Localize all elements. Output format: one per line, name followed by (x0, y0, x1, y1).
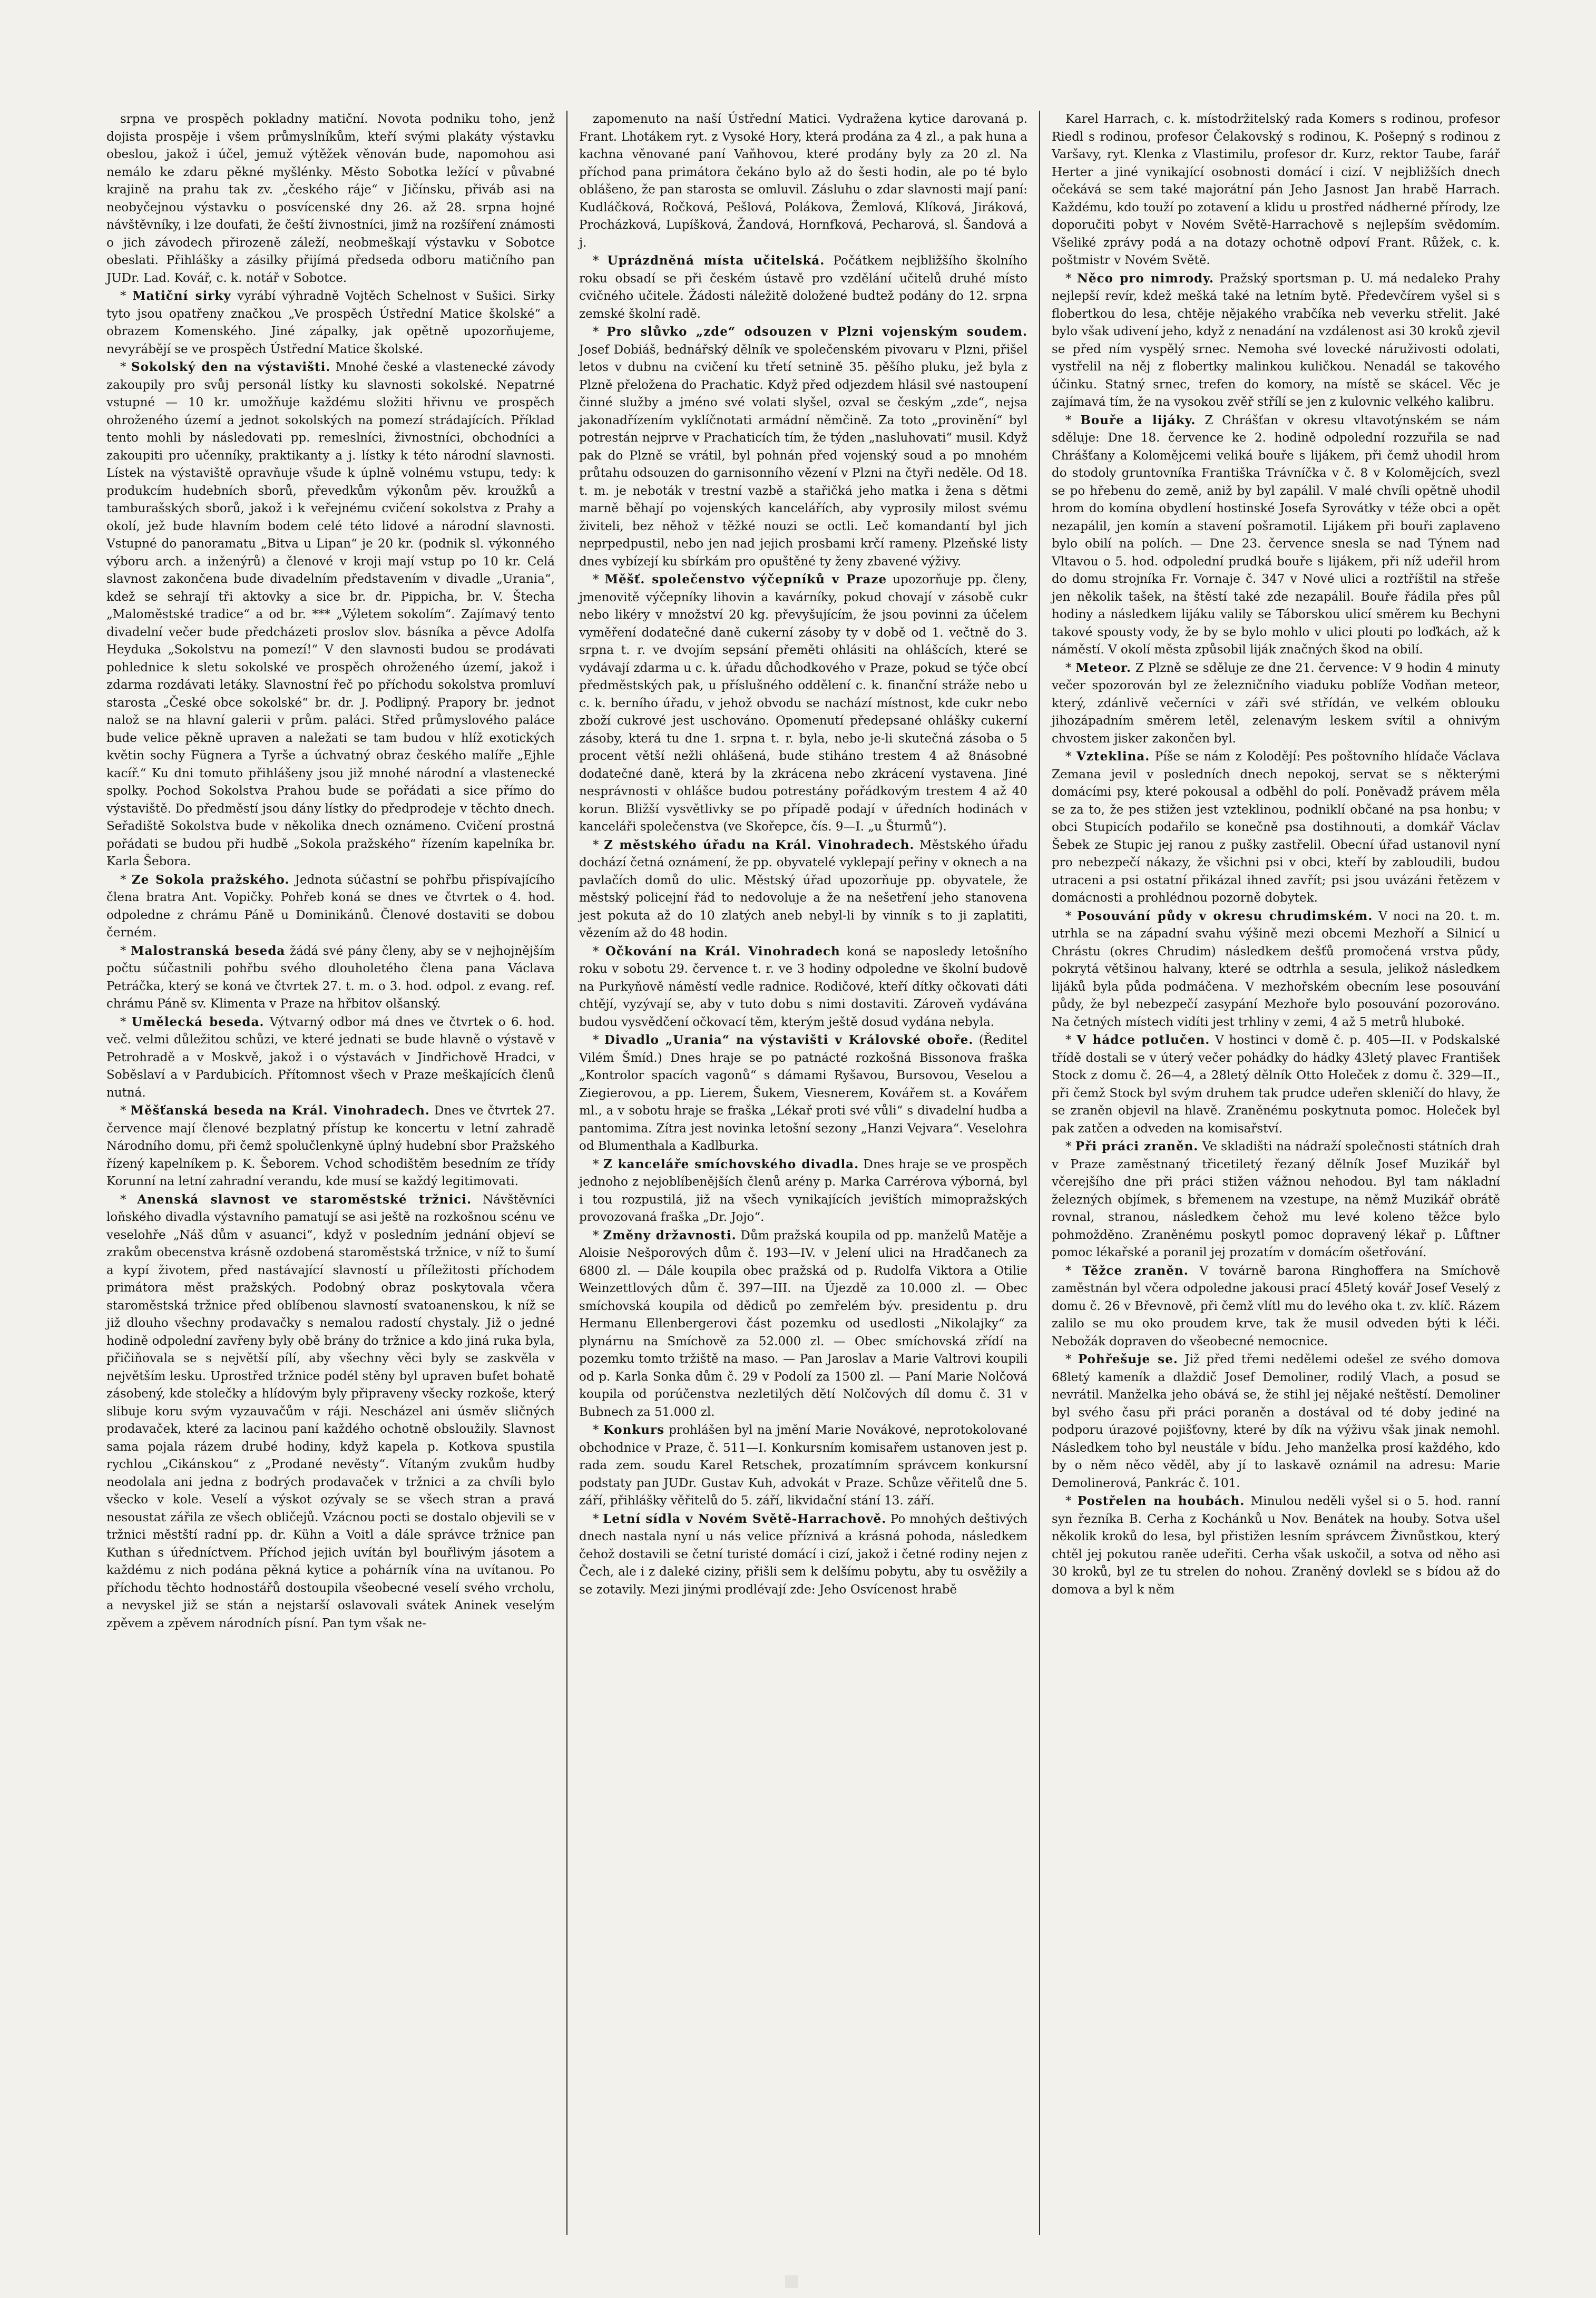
news-item (1052, 412, 1500, 659)
asterisk-marker: * (593, 325, 607, 339)
news-item-heading: Uprázdněná místa učitelská. (607, 253, 825, 268)
news-item (106, 111, 555, 287)
news-item-text: Již před třemi nedělemi odešel ze svého domova 68letý kameník a dlaždič Josef Demoliner, rodilý Vlach, a posud se nevrátil. Manželka jeho obává se, že stihl jej nějaké neštěstí. Demoliner byl svého času při práci poraněn a dostával od té doby jediné na podporu úrazové pojišťovny, které by dík na výživu však jinak nemohl. Následkem toho byl neustále v bídu. Jeho manželka prosí každého, kdo by o něm něco věděl, aby jí to laskavě oznámil na adresu: Marie Demolinerová, Pankrác č. 101. (1052, 1353, 1501, 1490)
news-item-text: koná se naposledy letošního roku v sobotu 29. července t. r. ve 3 hodiny odpoledne ve školní budově na Purkyňově náměstí vedle radnice. Rodičové, kteří dítky očkovati dáti chtějí, vyzývají se, aby v tuto dobu s nimi dostaviti. Zároveň vydávána budou vysvědčení očkovací těm, kterým ještě dosud vydána nebyla. (579, 944, 1028, 1029)
article-columns (95, 111, 1512, 2235)
news-item (579, 571, 1027, 836)
news-item-heading: Pro slůvko „zde“ odsouzen v Plzni vojenským soudem. (606, 325, 1028, 339)
news-item-heading: Při práci zraněn. (1075, 1139, 1199, 1153)
news-item-text: Píše se nám z Kolodějí: Pes poštovního hlídače Václava Zemana jevil v posledních dnech nepokoj, servat se s některými domácími psy, které pokousal a odběhl do polí. Poněvadž právem měla se za to, že pes stižen jest vzteklinou, podniklí občané na psa honbu; v obci Stupicích podařilo se konečně psa dostihnouti, a domkář Václav Šebek ze Stupic jej ranou z pušky zastřelil. Obecní úřad ustanovil nyní pro nebezpečí nákazy, že všichni psi v obci, kteří by zabloudili, budou utraceni a psi ostatní přikázal ihned zavřít; psi jsou uvázáni řetězem v domácnosti a prohlédnou pozorně dobytek. (1052, 750, 1501, 905)
news-item (1052, 1351, 1500, 1492)
news-item-heading: Postřelen na houbách. (1077, 1494, 1245, 1508)
news-item-text: Městského úřadu dochází četná oznámení, že pp. obyvatelé vyklepají peřiny v oknech a na pavlačích domů do ulic. Městský úřad upozorňuje pp. obyvatele, že městský policejní řád to nedovoluje a že na nešetření jeho stanovena jest pokuta až do 10 zlatých aneb nebyl-li by vinník s to ji zaplatiti, vězením až do 48 hodin. (579, 838, 1028, 940)
news-item-heading: Měšťanská beseda na Král. Vinohradech. (130, 1103, 430, 1118)
news-item (579, 1031, 1027, 1156)
news-item-heading: Těžce zraněn. (1082, 1263, 1189, 1278)
news-item-heading: Umělecká beseda. (131, 1014, 265, 1029)
asterisk-marker: * (1065, 1033, 1077, 1047)
news-item-text: Návštěvníci loňského divadla výstavního pamatují se asi ještě na rozkošnou scénu ve veselohře „Náš dům v asuanci“, když v posledním jednání objeví se zrakům obecenstva krásně ozdobená staroměstská tržnice, v níž to šumí a kypí životem, před nastávající slavností u příležitosti příchodem primátora měst pražských. Podobný obraz poskytovala včera staroměstská tržnice před oblíbenou slavností svatoanenskou, k níž se již dlouho všechny prodavačky s nemalou radostí chystaly. Již o jedné hodině odpolední zavřeny byly obě brány do tržnice a kdo jiná ruka byla, přičiňovala se s největší pílí, aby všechny věci byly se zaskvěla v největším lesku. Uprostřed tržnice podél stěny byl upraven bufet bohatě zásobený, kde stolečky a hlídovým byly připraveny všecky rozkoše, který slibuje koru svým vyzauvačům v ráji. Nescházel ani úsměv sličných prodavaček, které za lacinou paní každého ochotně obsloužily. Slavnost sama pojala rázem drubé hodiny, když kapela p. Kotkova spustila rychlou „Cikánskou“ z „Prodané nevěsty“. Vítaným zvukům hudby neodolala ani jedna z bodrých prodavaček v tržnici a za chvíli bylo všecko v kole. Veselí a výskot ozývaly se se všech stran a pravá nesoustat zářila ze všech obličejů. Vzácnou pocti se dostalo objevili se v tržnici městští radní pp. dr. Kühn a Voitl a dále správce tržnice pan Kuthan s úředníctvem. Příchod jejich uvítán byl bouřlivým jásotem a každému z nich podána pěkná kytice a pohárník vína na uvítanou. Po příchodu těchto hodnostářů dostoupila všeobecné veselí svého vrcholu, a nevyskel již se stán a nejstarší oslavovali svátek Aninek veselým zpěvem a zpěvem národních písní. Pan tym však ne- (106, 1192, 555, 1630)
news-item (106, 358, 555, 871)
asterisk-marker: * (120, 873, 132, 887)
asterisk-marker: * (1065, 1494, 1078, 1508)
news-item-heading: Anenská slavnost ve staroměstské tržnici. (137, 1192, 472, 1207)
asterisk-marker: * (1065, 750, 1077, 764)
news-item-heading: Konkurs (603, 1423, 665, 1437)
asterisk-marker: * (593, 1033, 604, 1047)
asterisk-marker: * (593, 254, 608, 268)
column-middle (566, 111, 1039, 2235)
asterisk-marker: * (120, 360, 131, 374)
news-item (106, 1102, 555, 1191)
news-item-text: Dnes ve čtvrtek 27. července mají členové bezplatný přístup ke koncertu v letní zahradě Národního domu, při čemž spolučlenkyně úplný hudební sbor Pražského řízený kapelníkem p. K. Šeborem. Vchod schodištěm besedním ze třídy Korunní na letní zahradní verandu, kde musí se každý legitimovati. (106, 1104, 555, 1188)
news-item-heading: Meteor. (1075, 660, 1131, 675)
news-item-text: Po mnohých deštivých dnech nastala nyní u nás velice příznivá a krásná pohoda, následkem čehož dostavili se četní turisté domácí i cizí, jakož i četné rodiny nejen z Čech, ale i z daleké ciziny, přišli sem k delšímu pobytu, aby tu osvěžily a se zotavily. Mezi jinými prodlévají zde: Jeho Osvícenost hrabě (579, 1512, 1028, 1597)
news-item-text: V továrně barona Ringhoffera na Smíchově zaměstnán byl včera odpoledne jakousi prací 45letý kovář Josef Veselý z domu č. 26 v Břevnově, při čemž vlítl mu do levého oka t. zv. klíč. Rázem zalilo se mu oko proudem krve, tak že musil odveden býti k léči. Nebožák dopraven do všeobecné nemocnice. (1052, 1264, 1501, 1348)
news-item (1052, 659, 1500, 748)
news-item-heading: Divadlo „Urania“ na výstavišti v Královské oboře. (604, 1033, 974, 1047)
news-item-heading: Očkování na Král. Vinohradech (605, 944, 840, 959)
news-item-text: Mnohé české a vlastenecké závody zakoupily pro svůj personál lístky ku slavnosti sokolské. Nepatrné vstupné — 10 kr. umožňuje každému složiti hřivnu ve prospěch ohroženého území a jednot sokolských na pomezí strádajících. Příklad tento mohli by následovati pp. remeslníci, živnostníci, obchodníci a zakoupiti pro učenníky, praktikanty a j. lístky k této národní slavnosti. Lístek na výstaviště opravňuje všude k úplně volnému vstupu, tedy: k produkcím hudebních sborů, převedkům výkonům pěv. kroužků a tamburašských sborů, jakož i k veřejnému cvičení sokolstva z Prahy a okolí, jež bude hlavním bodem celé této lidové a národní slavnosti. Vstupné do panoramatu „Bitva u Lipan“ je 20 kr. (podnik sl. výkonného výboru arch. a inženýrů) a členové v kroji mají vstup po 10 kr. Celá slavnost zakončena bude divadelním představením v divadle „Urania“, kdež se sehrají tři aktovky a sice br. dr. Pippicha, br. V. Štecha „Maloměstské tradice“ a od br. *** „Výletem sokolím“. Zajímavý tento divadelní večer bude předcházeti proslov slov. básníka a pěvce Adolfa Heyduka „Sokolstvu na pomezí!“ V den slavnosti budou se prodávati pohlednice k sletu sokolské ve prospěch ohroženého území, jakož i zdarma rozdávati letáky. Slavnostní řeč po příchodu sokolstva promluví starosta „České obce sokolské“ br. dr. J. Podlipný. Prapory br. jednot nalož se na hlavní galerii v prům. paláci. Střed průmyslového paláce bude velice pěkně upraven a naležati se tam budou v hlíž exotických květin sochy Fügnera a Tyrše a úchvatný obraz českého malíře „Ejhle kacíř.“ Ku dni tomuto přihlášeny jsou již mnohé národní a vlastenecké spolky. Pochod Sokolstva Prahou bude se pořádati a sice přímo do výstaviště. Do předměstí jsou dány lístky do předprodeje v těchto dnech. Seřadiště Sokolstva bude v několika dnech oznámeno. Cvičení prostná pořádati se budou při hudbě „Sokola pražského“ řízením kapelníka br. Karla Šebora. (106, 360, 555, 868)
news-item-heading: Z kanceláře smíchovského divadla. (603, 1157, 859, 1171)
news-item (579, 1510, 1027, 1599)
news-item (106, 1191, 555, 1633)
news-item-text: upozorňuje pp. členy, jmenovitě výčepníky lihovin a kavárníky, pokud chovají v zásobě cukr nebo likéry v množství 20 kg. převyšujícím, že jsou povinni za účelem vyměření dodatečné daně cukerní zásoby ty v době od 1. večtně do 3. srpna t. r. ve dvojím sepsání přeměti ohlásiti na ohlášcích, které se vydávají zdarma u c. k. úřadu důchodkového v Praze, pokud se týče obcí předměstských pak, u příslušného oddělení c. k. finanční stráže nebo u c. k. berního úřadu, v jehož obvodu se nachází místnost, kde cukr nebo zboží cukrové jest uschováno. Opomenutí předepsané ohlášky cukerní zásoby, která tu dne 1. srpna t. r. byla, nebo je-li skutečná zásoba o 5 procent větší nežli ohlášená, bude stiháno trestem 4 až 8násobné dodatečné daně, která by la zkrácena nebo zkrácení vystavena. Jiné nesprávnosti v ohlášce budou potrestány pořádkovým trestem 4 až 40 korun. Bližší vysvětlivky se po případě podají v úředních hodinách v kanceláři společenstva (ve Skořepce, čís. 9—I. „u Šturmů“). (579, 573, 1027, 834)
news-item-heading: Sokolský den na výstavišti. (131, 360, 331, 374)
asterisk-marker: * (120, 289, 133, 303)
asterisk-marker: * (1065, 271, 1077, 286)
news-item (1052, 111, 1500, 270)
news-item (1052, 270, 1500, 412)
page-bottom-mark (785, 2275, 798, 2288)
news-item (1052, 1138, 1500, 1262)
news-item-text: vyrábí výhradně Vojtěch Schelnost v Sušici. Sirky tyto jsou opatřeny značkou „Ve prospěch Ústřední Matice školské“ a obrazem Komenského. Jiné zápalky, jak opětně upozorňujeme, nevyrábějí se ve prospěch Ústřední Matice školské. (106, 289, 555, 356)
column-right (1039, 111, 1512, 2235)
news-item-heading: Měšť. společenstvo výčepníků v Praze (604, 572, 887, 586)
news-item-heading: Pohřešuje se. (1078, 1352, 1178, 1366)
asterisk-marker: * (120, 1192, 138, 1207)
news-item-heading: Letní sídla v Novém Světě-Harrachově. (603, 1511, 887, 1526)
news-item-heading: Malostranská beseda (131, 943, 286, 958)
column-left (95, 111, 566, 2235)
news-item-text: Dnes hraje se ve prospěch jednoho z nejoblíbenějších členů arény p. Marka Carrérova výborná, byl i tou rozpustilá, již na všech vynikajících jevištích mimopražských provozovaná fraška „Dr. Jojo“. (579, 1157, 1028, 1224)
asterisk-marker: * (120, 944, 131, 958)
news-item-heading: V hádce potlučen. (1076, 1033, 1210, 1047)
news-item (1052, 1262, 1500, 1351)
news-item-text: Počátkem nejbližšího školního roku obsadí se při českém ústavě pro vzdělání učitelů druhé místo cvičného učitele. Žádosti náležitě doložené budtež podány do 12. srpna zemské školní radě. (579, 254, 1027, 321)
news-item-text: Karel Harrach, c. k. místodržitelský rada Komers s rodinou, profesor Riedl s rodinou, profesor Čelakovský s rodinou, K. Pošepný s rodinou z Varšavy, ryt. Klenka z Vlastimilu, profesor dr. Kurz, rektor Taube, farář Herter a jiné vynikající osobnosti domácí i cizí. V nejbližších dnech očekává se sem také majorátní pán Jeho Jasnost Jan hrabě Harrach. Každému, kdo touží po zotavení a klidu u prostřed nádherné přírody, lze doporučiti pobyt v Novém Světě-Harrachově s nejlepším svědomím. Všeliké zprávy podá a na dotazy ochotně odpoví Frant. Růžek, c. k. poštmistr v Novém Světě. (1052, 112, 1500, 267)
news-item-text: Dům pražská koupila od pp. manželů Matěje a Aloisie Nešporových dům č. 193—IV. v Jelení ulici na Hradčanech za 6800 zl. — Dále koupila obec pražská od p. Rudolfa Viktora a Otilie Weinzettlových dům č. 397—III. na Újezdě za 10.000 zl. — Obec smíchovská koupila od dědiců po zemřelém býv. presidentu p. dru Hermanu Ellenbergerovi část pozemku od usedlosti „Nikolajky“ za plynárnu na Smíchově za 52.000 zl. — Obec smíchovská zřídí na pozemku tomto tržiště na maso. — Pan Jaroslav a Marie Valtrovi koupili od p. Karla Sonka dům č. 29 v Podolí za 1500 zl. — Paní Marie Nolčová koupila od porúčenstva nezletilých dětí Nolčových díl domu č. 31 v Bubnech za 51.000 zl. (579, 1228, 1027, 1419)
news-item-text: Josef Dobiáš, bednářský dělník ve společenském pivovaru v Plzni, přišel letos v dubnu na cvičení ku třetí setnině 35. pěšího pluku, jež byla z Plzně přeložena do Prachatic. Když před odjezdem hlásil své nastoupení činné služby a jméno své volati slyšel, ozval se českým „zde“, nejsa jakonadřízením vyklíčnotati armádní němčině. Za toto „provinění“ byl potrestán nejprve v Prachaticích tím, že týden „nasluhovati“ musil. Když pak do Plzně se vrátil, byl pohnán před vojenský soud a po mnohém průtahu odsouzen do garnisonního vězení v Plzni na čtyři neděle. Od 18. t. m. je neboták v trestní vazbě a stařičká jeho matka i žena s dětmi marně běhají po vojenských kancelářích, aby vyprosily milost svému živiteli, bez něhož v těžké nouzi se octli. Leč komandantí byl jich neprpedpustil, nebo jen nad jejich prosbami krčí rameny. Plzeňské listy dnes vybízejí ku sbírkám pro opuštěné ty ženy zbavené výživy. (579, 343, 1027, 569)
news-item-heading: Změny državnosti. (603, 1228, 737, 1243)
news-item (579, 111, 1027, 252)
news-item (1052, 1031, 1500, 1138)
news-item-heading: Z městského úřadu na Král. Vinohradech. (604, 837, 915, 852)
asterisk-marker: * (1065, 1264, 1083, 1278)
asterisk-marker: * (593, 944, 605, 959)
news-item-text: V noci na 20. t. m. utrhla se na západní svahu výšině mezi obcemi Mezhoří a Silnicí u Chrástu (okres Chrudim) následkem dešťů promočená vrstva půdy, pokrytá většinou halvany, které se odtrhla a sesula, jelikož následkem lijáků byla půda podmáčena. V mezhořském obecním lese posouvání půdy, že byl nebezpečí zasypání Mezhoře bylo posouvání pozorováno. Na četných místech vidíti jest trhliny v zemi, 4 až 5 metrů hluboké. (1052, 909, 1501, 1029)
news-item (579, 1227, 1027, 1422)
news-item-text: Ve skladišti na nádraží společnosti státních drah v Praze zaměstnaný třicetiletý řezaný dělník Josef Muzikář byl včerejšího dne při práci stižen vážnou nehodou. Byl tam nákladní železných objímek, s břemenem na vzestupe, na němž Muzikář obrátě rovnal, stranou, následkem čehož mu levé koleno těžce bylo pohmožděno. Zraněnému poskytl pomoc dopravený lékař p. Lůftner pomoc lékařské a poranil jej prozatím v domácím ošetřování. (1052, 1140, 1500, 1259)
news-item-text: Pražský sportsman p. U. má nedaleko Prahy nejlepší revír, kdež mešká také na letním bytě. Předevčírem vyšel si s flobertkou do lesa, chtěje nějakého vrabčíka neb veverku střelit. Jaké bylo však udivení jeho, když z nenadání na vzdálenost asi 30 kroků zjevil se před ním vyspělý srnec. Nemoha své lovecké náruživosti odolati, vystřelil na něj z flobertky malinkou kuličkou. Nenadál se takového účinku. Statný srnec, trefen do komory, na místě se skácel. Věc je zajímavá tím, že na vysokou zvěř střílí se jen z kulovnic velkého kalibru. (1052, 271, 1500, 409)
news-item-text: V hostinci v domě č. p. 405—II. v Podskalské třídě dostali se v úterý večer pohádky do hádky 43letý plavec František Stock z domu č. 26—4, a 28letý dělník Otto Holeček z domu č. 329—II., při čemž Stock byl svým druhem tak prudce udeřen skleničí do hlavy, že se zraněn objevil na hlavě. Zraněnému poskytnuta pomoc. Holeček byl pak zatčen a odveden na komisařství. (1052, 1033, 1501, 1136)
news-item-text: (Ředitel Vilém Šmíd.) Dnes hraje se po patnácté rozkošná Bissonova fraška „Kontrolor spacích vagonů“ s dámami Ryšavou, Bursovou, Veselou a Ziegierovou, a pp. Lierem, Šukem, Viesnerem, Kovářem st. a Kovářem ml., a v sobotu hraje se fraška „Lékař proti své vůli“ s divadelní hudba a pantomima. Zítra jest novinka letošní sezony „Hanzi Vejvara“. Veselohra od Blumenthala a Kadlburka. (579, 1033, 1028, 1153)
asterisk-marker: * (593, 838, 604, 852)
news-item (106, 871, 555, 942)
asterisk-marker: * (1065, 661, 1076, 675)
news-item (579, 252, 1027, 323)
news-item-heading: Něco pro nimrody. (1077, 271, 1214, 286)
news-item-text: prohlášen byl na jmění Marie Novákové, neprotokolované obchodnice v Praze, č. 511—I. Konkursním komisařem ustanoven jest p. rada zem. soudu Karel Retschek, prozatímním správcem konkursní podstaty pan JUDr. Gustav Kuh, advokát v Praze. Schůze věřitelů dne 5. září, přihlášky věřitelů do 5. září, likvidační stání 13. září. (579, 1423, 1028, 1508)
news-item-text: srpna ve prospěch pokladny matiční. Novota podniku toho, jenž dojista prospěje i všem průmyslníkům, kteří svými plakáty výstavku obeslou, jakož i účel, jemuž výtěžek věnován bude, napomohou asi nemálo ke zdaru pěkné myšlénky. Město Sobotka ležící v půvabné krajině na prahu tak zv. „českého ráje“ v Jičínsku, přiváb asi na neobyčejnou výstavku o posvícenské dny 26. až 28. srpna hojné návštěvníky, i lze doufati, že čeští živnostníci, jimž na rozšíření známosti o jich závodech přirozeně záleží, neobmeškají výstavku v Sobotce obeslati. Přihlášky a zásilky přijímá předseda odboru matičního pan JUDr. Lad. Kovář, c. k. notář v Sobotce. (106, 112, 555, 285)
news-item (106, 287, 555, 358)
news-item-text: Z Chrášťan v okresu vltavotýnském se nám sděluje: Dne 18. července ke 2. hodině odpolední rozzuřila se nad Chrášťany a Kolomějcemi veliká bouře s lijákem, při čemž uhodil hrom do stodoly gruntovníka Františka Trávníčka v č. 8 v Kolomějcích, svezl se po hřebenu do země, aniž by byl zapálil. V malé chvíli opětně uhodil hrom do komína obydlení hostinské Josefa Syrovátky v téže obci a opět nezapálil, jen komín a stavení pošramotil. Lijákem při bouři zaplaveno bylo obilí na polích. — Dne 23. července snesla se nad Týnem nad Vltavou o 5. hod. odpolední prudká bouře s lijákem, při níž udeřil hrom do domu strojníka Fr. Vornaje č. 347 v Nové ulici a roztříštil na střeše jen několik tašek, na štěstí také zde nezapálil. Bouře řádila přes půl hodiny a následkem lijáku valily se Táborskou ulicí směrem ku Bechyni takové spousty vody, že by se bylo mohlo v ulici plouti po loďkách, až k náměstí. V okolí města způsobil liják značných škod na obilí. (1052, 413, 1500, 657)
news-item (579, 1156, 1027, 1227)
news-item (106, 942, 555, 1013)
news-item-heading: Ze Sokola pražského. (131, 872, 290, 887)
asterisk-marker: * (120, 1015, 132, 1029)
asterisk-marker: * (593, 573, 605, 586)
news-item (106, 1013, 555, 1102)
asterisk-marker: * (1065, 413, 1081, 427)
news-item-heading: Posouvání půdy v okresu chrudimském. (1077, 908, 1373, 923)
news-item (1052, 1492, 1500, 1599)
news-item (579, 323, 1027, 571)
news-item-heading: Matiční sirky (132, 289, 231, 303)
news-item (1052, 748, 1500, 907)
news-item (1052, 907, 1500, 1032)
news-item-heading: Bouře a lijáky. (1080, 413, 1196, 427)
asterisk-marker: * (593, 1512, 603, 1526)
asterisk-marker: * (1065, 1140, 1075, 1153)
news-item-text: Výtvarný odbor má dnes ve čtvrtek o 6. hod. več. velmi důležitou schůzi, ve které jednati se bude hlavně o výstavě v Petrohradě a v Moskvě, jakož i o výstavách v Jindřichově Hradci, v Soběslaví a v Pardubicích. Přítomnost všech v Praze meškajících členů nutná. (106, 1015, 555, 1100)
asterisk-marker: * (1065, 1353, 1078, 1366)
asterisk-marker: * (593, 1228, 603, 1243)
news-item-text: zapomenuto na naší Ústřední Matici. Vydražena kytice darovaná p. Frant. Lhotákem ryt. z Vysoké Hory, která prodána za 4 zl., a pak huna a kachna věnované paní Vaňhovou, které prodány byly za 20 zl. Na příchod pana primátora čekáno bylo až do šesti hodin, ale po té bylo oblášeno, že pan starosta se omluvil. Zásluhu o zdar slavnosti mají paní: Kudláčková, Ročková, Pešlová, Polákova, Žemlová, Klíková, Jiráková, Procházková, Lupíšková, Žandová, Hornfková, Pecharová, sl. Šandová a j. (579, 112, 1027, 250)
asterisk-marker: * (1065, 909, 1078, 923)
news-item-text: Jednota súčastní se pohřbu přispívajícího člena bratra Ant. Vopičky. Pohřeb koná se dnes ve čtvrtek o 4. hod. odpoledne z chrámu Páně u Dominikánů. Členové dostaviti se dobou černém. (106, 873, 555, 940)
news-item (579, 1421, 1027, 1510)
news-item-text: žádá své pány členy, aby se v nejhojnějším počtu súčastnili pohřbu svého dlouholetého člena pana Václava Petráčka, který se koná ve čtvrtek 27. t. m. o 3. hod. odpol. z evang. ref. chrámu Páně sv. Klimenta v Praze na hřbitov olšanský. (106, 944, 555, 1011)
asterisk-marker: * (593, 1423, 603, 1437)
news-item-text: Z Plzně se sděluje ze dne 21. července: V 9 hodin 4 minuty večer spozorován byl ze železničního viaduku poblíže Vodňan meteor, který, zdánlivě večerníci v záři své střídán, ve velkém oblouku jihozápadním směrem letěl, zelenavým leskem svítil a ohnivým chvostem jisker zakončen byl. (1052, 661, 1501, 746)
news-item-heading: Vzteklina. (1076, 749, 1150, 764)
news-item (579, 943, 1027, 1032)
asterisk-marker: * (120, 1104, 131, 1118)
news-item-text: Minulou neděli vyšel si o 5. hod. ranní syn řezníka B. Cerha z Kochánků u Nov. Benátek na houby. Sotva ušel několik kroků do lesa, byl přistižen lesním správcem Živnůstkou, který chtěl jej pokutou raněe udeřiti. Cerha však uskočil, a sotva od něho asi 30 kroků, byl ze tu strelen do nohou. Zraněný dovlekl se s bídou až do domova a byl k něm (1052, 1494, 1500, 1597)
asterisk-marker: * (593, 1157, 603, 1171)
news-item (579, 836, 1027, 943)
